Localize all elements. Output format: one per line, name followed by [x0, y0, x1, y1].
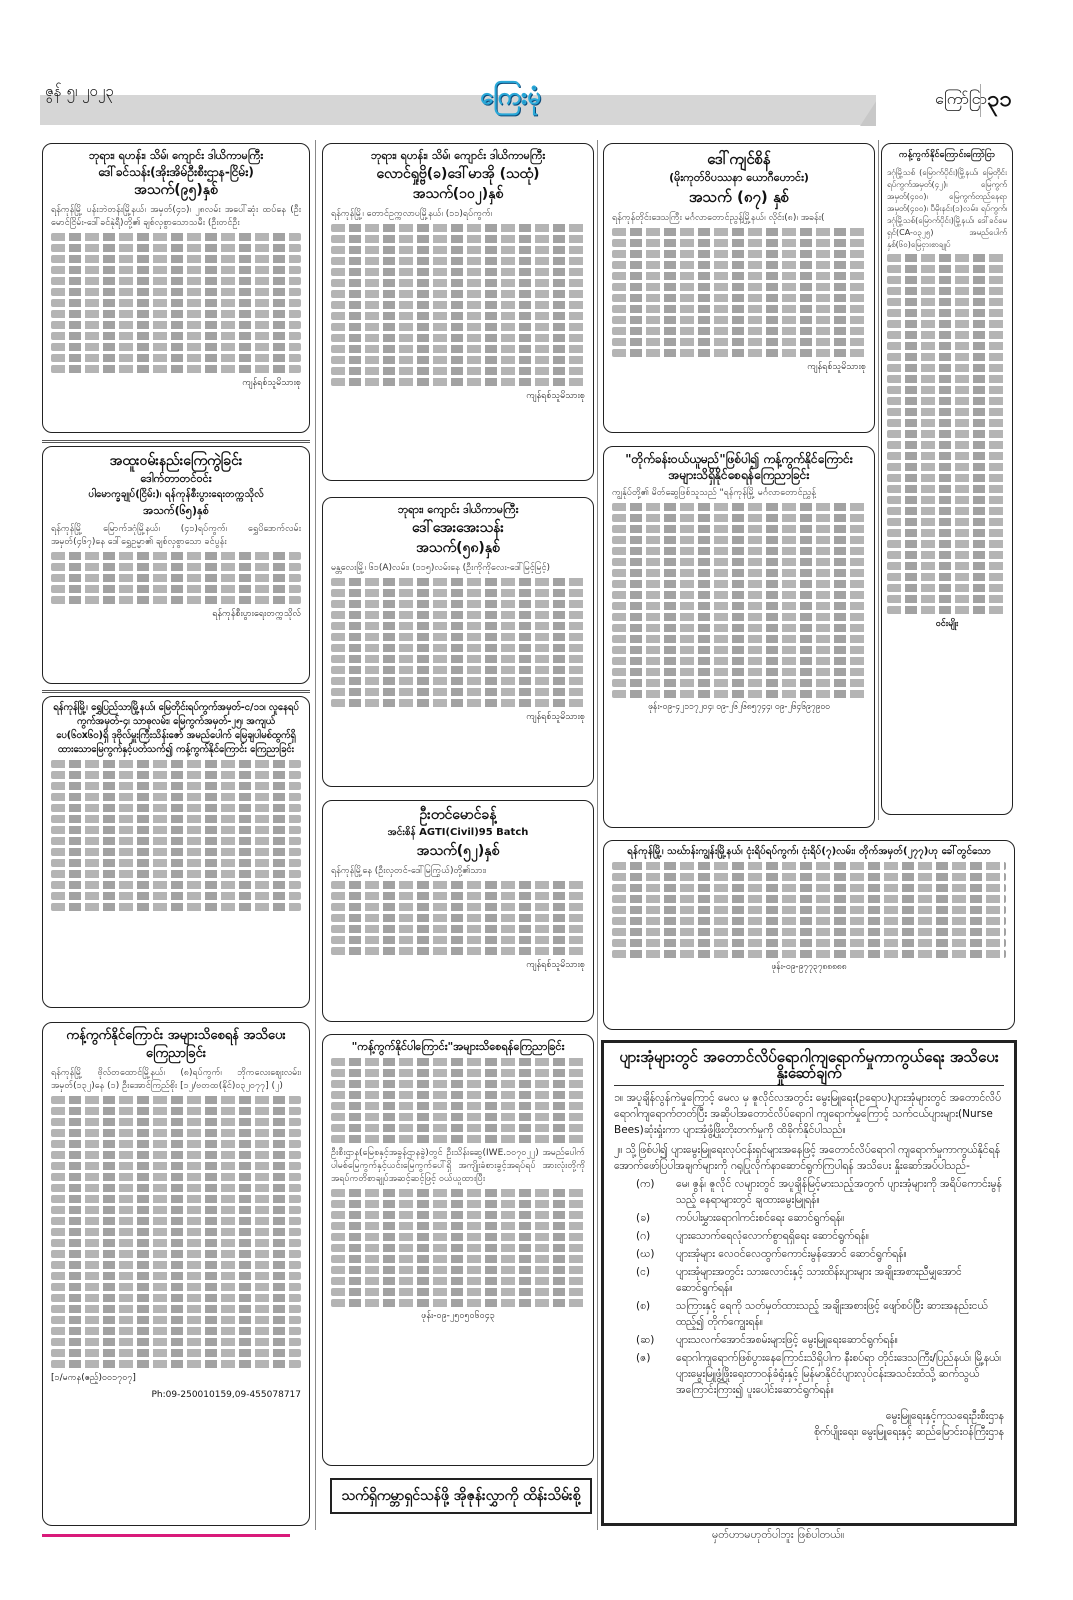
- notice-item: [636, 1264, 1004, 1296]
- slogan-banner: သက်ရှိကမ္ဘာရှင်သန်ဖို့ အိုဇုန်းလွှာကို ထိန်းသိမ်းစို့: [330, 1478, 592, 1514]
- notice-paragraph-1: [614, 1090, 1004, 1138]
- ad-body: ရန်ကုန်မြို့၊ တောင်ဥက္ကလာပမြို့နယ်၊ (၁၁)ရပ်ကွက်၊: [331, 209, 493, 219]
- objection-notice-ad: [603, 840, 1015, 1030]
- notice-paragraph-2: [614, 1142, 1004, 1174]
- ad-title: ကန့်ကွက်နိုင်ကြောင်းကြော်ငြာ: [898, 150, 996, 160]
- item-key: (ဇ): [636, 1352, 651, 1364]
- issue-date: ဇွန် ၅၊ ၂၀၂၃: [45, 82, 114, 100]
- item-text: ရောဂါကျရောက်ဖြစ်ပွားနေကြောင်းသိရှိပါက နီးစပ်ရာ တိုင်းဒေသကြီး/ပြည်နယ်၊ မြို့နယ်၊ ပျားမွေးမြူဖွံ့ဖြိုးရေးတာဝန်ခံရုံးနှင့် မြန်မာနိုင်ငံပျားလုပ်ငန်းအသင်းထံသို့ ဆက်သွယ်အကြောင်းကြား၍ ပူးပေါင်းဆောင်ရွက်ရန်။: [676, 1352, 1001, 1396]
- column-divider: [597, 140, 598, 1530]
- notice-item: [636, 1176, 1004, 1208]
- ad-age: အသက်(၅၂)နှစ်: [416, 843, 500, 859]
- obituary-ad: [603, 143, 875, 433]
- paragraph-number: ၂။: [614, 1144, 623, 1156]
- item-text: ပျားအုံများအတွင်း သားလောင်းနှင့် သားထိန်းပျားများ အချိုးအစားညီမျှအောင် ဆောင်ရွက်ရန်။: [676, 1266, 962, 1294]
- ad-title: ရန်ကုန်မြို့၊ သဃ်ာန်းကျွန်းမြို့နယ်၊ ငုံးရိပ်ရပ်ကွက်၊ ငုံးရိပ်(၇)လမ်း၊ တိုက်အမှတ်(၂၇၇)ဟု ခေါ်တွင်သော: [627, 846, 991, 857]
- objection-notice-ad: [42, 1022, 310, 1526]
- contact-phone: ဖုန်း-၀၉-၂၅၀၅၀၆၀၄၃: [421, 1311, 495, 1321]
- ad-subtitle: အင်းစိန် AGTI(Civil)95 Batch: [387, 827, 529, 838]
- notice-item: [636, 1298, 1004, 1330]
- section-label: ကြော်ငြာ: [935, 89, 988, 108]
- item-key: (င): [636, 1266, 651, 1278]
- obituary-ad: [322, 143, 594, 481]
- newspaper-logo: ကြေးမုံ: [480, 82, 541, 110]
- old-nrc: [၁/မကန(ဧည့်)၀၀၁၇၀၇]: [51, 1373, 136, 1383]
- ad-name: လောင်ရှုဗ္ဗိ(ခ)ဒေါ်မာအို (သထုံ): [376, 166, 540, 182]
- ad-body: မန္တလေးမြို့၊ ၆၁(A)လမ်း၊ (၁၁၅)လမ်းနေ (ဦးကိုကိုလေး-ဒေါ်မြင့်မြင့်): [331, 563, 551, 573]
- ad-title-small: ဘုရား၊ ရဟန်း၊ သိမ်၊ ကျောင်း ဒါယိကာမကြီး: [88, 149, 264, 162]
- beekeeping-notice: [601, 1040, 1017, 1526]
- ad-subtitle: ဒေါက်တာတင်ဝင်း: [140, 472, 212, 485]
- ad-age: အသက်(၁၀၂)နှစ်: [412, 186, 504, 202]
- ad-title: ကန့်ကွက်နိုင်ကြောင်း အများသိစေရန် အသိပေးကြေညာခြင်း: [66, 1028, 286, 1061]
- ad-body: ကျွန်ုပ်တို့၏ မိတ်ဆွေဖြစ်သူသည် "ရန်ကုန်မြို့ မင်္ဂလာတောင်ညွှန့်: [612, 488, 816, 498]
- ad-title-small: ဘုရား၊ ကျောင်း ဒါယိကာမကြီး: [397, 503, 519, 516]
- ad-body: ရန်ကုန်မြို့ ဗိုလ်တထောင်မြို့နယ်၊ (၈)ရပ်ကွက်၊ ဘိုကလေးဈေးလမ်း၊ အမှတ်(၁၃၂)နေ (၁) ဦးအောင်ကြည်စိုး [၁၂/ဗတထ(နိုင်)၀၃၂၀၇၇] (၂): [51, 1068, 301, 1091]
- ad-body: ရန်ကုန်မြို့နေ (ဦးလှတင်-ဒေါ်မြကြွယ်)တို့၏သား၊: [331, 866, 487, 876]
- ad-age: အသက်(၉၅)နှစ်: [134, 182, 218, 198]
- column-divider: [878, 140, 879, 820]
- ad-body: ရန်ကုန်မြို့ ပန်းဘဲတန်းမြို့နယ်၊ အမှတ်(၄၁)၊ ၂၈လမ်း အပေါ်ဆုံး ထပ်နေ (ဦးမောင်ငြိမ်း-ဒေါ်ခင်နုဲရီ)တို့၏ ချစ်လှစွာသောသမီး (ဦးတင်ဦး: [51, 205, 301, 228]
- notice-item: [636, 1228, 1004, 1244]
- ad-age: အသက်(၆၅)နှစ်: [143, 504, 209, 517]
- item-key: (ဃ): [636, 1248, 655, 1260]
- ad-signature: ကျန်ရစ်သူမိသားစု: [526, 712, 585, 722]
- trailing-text: မှတ်ဟာမဟုတ်ပါဘူး ဖြစ်ပါတယ်။: [712, 1528, 845, 1541]
- ad-signature: ရန်ကုန်စီးပွားရေးတက္ကသိုလ်: [212, 609, 301, 619]
- notice-title: ပျားအုံများတွင် အတောင်လိပ်ရောဂါကျရောက်မှုကာကွယ်ရေး အသိပေးနှိုးဆော်ချက်: [614, 1049, 1004, 1086]
- item-key: (စ): [636, 1300, 651, 1312]
- ad-body: ရန်ကုန်တိုင်းဒေသကြီး မင်္ဂလာတောင်ညွန့်မြို့နယ်၊ လိုင်း(၈)၊ အခန်း(: [612, 213, 825, 223]
- ad-signature: ကျန်ရစ်သူမိသားစု: [807, 362, 866, 372]
- ad-name: ဒေါ်အေးအေးသန်း: [412, 520, 504, 536]
- notice-item-list: [614, 1176, 1004, 1398]
- notice-item: [636, 1210, 1004, 1226]
- item-text: ပျားအုံများ လေဝင်လေထွက်ကောင်းမွန်အောင် ဆောင်ရွက်ရန်။: [676, 1248, 907, 1260]
- notice-item: [636, 1350, 1004, 1398]
- obituary-ad: [322, 800, 594, 1022]
- item-key: (ခ): [636, 1212, 651, 1224]
- accent-line: [42, 1534, 290, 1537]
- ad-separator: [42, 690, 310, 693]
- ad-body: ရန်ကုန်မြို့ မြောက်ဒဂုံမြို့နယ်၊ (၄၁)ရပ်ကွက်၊ ရွှေပိဒောက်လမ်း အမှတ်(၄၆၇)နေ ဒေါ်ရွှေဥမ္မာ၏ ချစ်လှစွာသော ခင်ပွန်း: [51, 524, 301, 547]
- item-key: (က): [636, 1178, 655, 1190]
- item-text: မေ၊ ဇွန်၊ ဇူလိုင် လများတွင် အပူချိန်မြင့်မားသည့်အတွက် ပျားအုံများကို အရိပ်ကောင်းမွန်သည့် နေရာများတွင် ချထားမွေးမြူရန်။: [676, 1178, 1002, 1206]
- ad-name: ဦးတင်မောင်ခန့်: [419, 807, 497, 823]
- paragraph-text: သို့ဖြစ်ပါ၍ ပျားမွေးမြူရေးလုပ်ငန်းရှင်များအနေဖြင့် အတောင်လိပ်ရောဂါ ကျရောက်မှုကာကွယ်နိုင်ရန် အောက်ဖော်ပြပါအချက်များကို ဂရုပြုလိုက်နာဆောင်ရွက်ကြပါရန် အသိပေး နှိုးဆော်အပ်ပါသည်-: [614, 1144, 1001, 1172]
- condolence-ad: [42, 446, 310, 684]
- ad-body: ဦးစီးဌာန(မြေစနှင့်အခွန်ဌာနခွဲ)တွင် ဦးသိန်းဆွေ(IWE.၁၀၇၀၂၂) အမည်ပေါက် ပါမစ်မြေကွက်နှင့်ယင်းမြေကွက်ပေါ်ရှိ အကျိုးခံစားခွင့်အရပ်ရပ် အားလုံးတို့ကို အရပ်ကတိစာချုပ်အဆင့်ဆင့်ဖြင့် ဝယ်ယူထားပြီး: [331, 1148, 585, 1184]
- item-key: (ဂ): [636, 1230, 651, 1242]
- ad-body: ဒဂုံမြို့သစ် (မြောက်ပိုင်း)မြို့နယ်၊ မြေတိုင်းရပ်ကွက်အမှတ်(၄၂)၊ မြေကွက်အမှတ်(၄၀၀)၊ မြေကွက်တည်နေရာ အမှတ်(၄၀၀)၊ ပီမိုးနင်း(၁)လမ်း၊ ရပ်ကွက်၊ ဒဂုံမြို့သစ်(မြောက်ပိုင်း)မြို့နယ်၊ ဒေါ်ခင်မေရှင်(CA-၀၃၂၅) အမည်ပေါက်နှစ်(၆၀)မြေငှားစာချုပ်: [887, 168, 1007, 249]
- ad-signature: ဝင်းမျိုး: [935, 619, 959, 629]
- contact-phone: ဖုန်း-၀၉-၉၇၇၃၇၈၈၈၈၈: [771, 962, 847, 972]
- obituary-ad: [42, 143, 310, 433]
- ad-signature: ကျန်ရစ်သူမိသားစု: [526, 391, 585, 401]
- ad-signature: ကျန်ရစ်သူမိသားစု: [242, 378, 301, 388]
- ad-title: "တိုက်ခန်းဝယ်ယူမည်"ဖြစ်ပါ၍ ကန့်ကွက်နိုင်ကြောင်း အများသိရှိနိုင်စေရန်ကြေညာခြင်း: [625, 452, 853, 482]
- item-text: သကြားနှင့် ရေကို သတ်မှတ်ထားသည့် အချိုးအစားဖြင့် ဖျော်စပ်ပြီး ဆားအနည်းငယ်ထည့်၍ တိုက်ကျွေးရန်။: [676, 1300, 988, 1328]
- item-key: (ဆ): [636, 1334, 655, 1346]
- item-text: ပျားသောက်ရေလုံလောက်စွာရရှိရေး ဆောင်ရွက်ရန်။: [676, 1230, 869, 1242]
- ad-signature: ကျန်ရစ်သူမိသားစု: [526, 960, 585, 970]
- contact-phone: Ph:09-250010159,09-455078717: [151, 1390, 301, 1400]
- ad-name: အထူးဝမ်းနည်းကြေကွဲခြင်း: [109, 453, 243, 469]
- ad-title-small: ဘုရား၊ ရဟန်း၊ သိမ်၊ ကျောင်း ဒါယိကာမကြီး: [370, 149, 546, 162]
- ad-separator: [42, 440, 310, 443]
- paragraph-number: ၁။: [614, 1092, 624, 1104]
- ad-age: အသက်(၅၈)နှစ်: [416, 540, 500, 556]
- item-text: ပျားသလက်အောင်အစမ်းများဖြင့် မွေးမြူရေးဆောင်ရွက်ရန်။: [676, 1334, 898, 1346]
- column-divider: [315, 140, 316, 1530]
- issuing-department: မွေးမြူရေးနှင့်ကုသရေးဦးစီးဌာန: [885, 1410, 1004, 1422]
- contact-phone: ဖုန်း-၀၉-၄၂၁၁၇၂၀၄၊ ၀၉-၂၆၂၆၈၅၇၄၄၊ ၀၉-၂၆၄၆၉၇၉၀၀: [648, 702, 830, 712]
- objection-notice-ad: [881, 143, 1013, 815]
- ad-name: ဒေါ်ခင်သန်း(အိုးအိမ်ဦးစီးဌာန-ငြိမ်း): [98, 165, 254, 179]
- ad-title: "ကန့်ကွက်နိုင်ပါကြောင်း"အများသိစေရန်ကြေညာခြင်း: [351, 1040, 565, 1053]
- ad-name: ဒေါ်ကျင်စိန်: [707, 150, 771, 168]
- issuing-ministry: စိုက်ပျိုးရေး၊ မွေးမြူရေးနှင့် ဆည်မြောင်းဝန်ကြီးဌာန: [814, 1426, 1004, 1438]
- ad-title: ရန်ကုန်မြို့၊ ရွှေပြည်သာမြို့နယ်၊ မြေတိုင်းရပ်ကွက်အမှတ်-င/၁၁၊ လူနေရပ်ကွက်အမှတ်-၄၊ သာဓုလမ်း၊ မြေကွက်အမှတ်-၂၅၊ အကျယ်ပေ(၆၀x၆၀)ရှိ ဒုဗိုလ်မှူးကြီးသိန်းဇော် အမည်ပေါက် မြေချပါမစ်ထွက်ရှိထားသောမြေကွက်နှင့်ပတ်သက်၍ ကန့်ကွက်နိုင်ကြောင်း ကြေညာခြင်း: [53, 702, 299, 755]
- page-number: ၃၁: [980, 84, 1012, 117]
- ad-subtitle: (မိုးကုတ်ဝိပဿနာ ယောဂီဟောင်း): [669, 171, 809, 184]
- objection-notice-ad: [42, 696, 310, 1008]
- objection-notice-ad: [322, 1034, 594, 1466]
- notice-item: [636, 1246, 1004, 1262]
- paragraph-text: အပူချိန်လွန်ကဲမှုကြောင့် မေလ မှ ဇူလိုင်လအတွင်း မွေးမြူရေး(ဥရောပ)ပျားအုံများတွင် အတောင်လိပ်ရောဂါကျရောက်တတ်ပြီး အဆိုပါအတောင်လိပ်ရောဂါ ကျရောက်မှုကြောင့် သက်ငယ်ပျားများ(Nurse Bees)ဆုံးရှုံးကာ ပျားအုံဖွံ့ဖြိုးတိုးတက်မှုကို ထိခိုက်နိုင်ပါသည်။: [614, 1092, 1002, 1136]
- obituary-ad: [322, 497, 594, 787]
- ad-subtitle-2: ပါမောက္ခချုပ်(ငြိမ်း)၊ ရန်ကုန်စီးပွားရေးတက္ကသိုလ်: [88, 489, 264, 500]
- item-text: ကပ်ပါးမွှားရောဂါကင်းစင်ရေး ဆောင်ရွက်ရန်။: [676, 1212, 845, 1224]
- purchase-objection-ad: [603, 446, 875, 828]
- notice-item: [636, 1332, 1004, 1348]
- ad-age: အသက် (၈၇) နှစ်: [688, 188, 790, 206]
